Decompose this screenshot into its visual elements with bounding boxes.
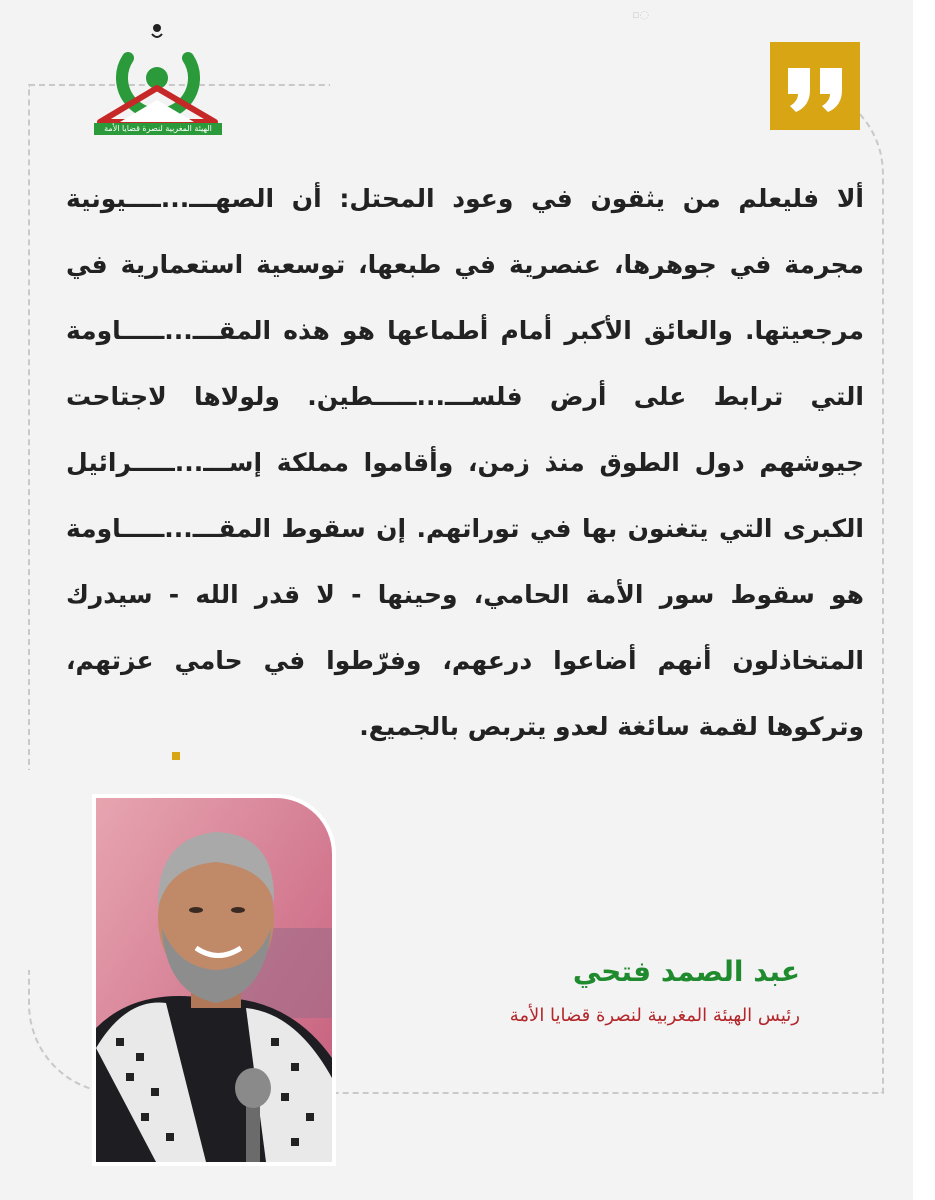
accent-bullet	[172, 752, 180, 760]
quotation-mark-icon	[770, 42, 860, 130]
corner-mark-icon: ▫◌	[632, 8, 650, 21]
speaker-title: رئيس الهيئة المغربية لنصرة قضايا الأمة	[509, 1005, 800, 1026]
speaker-portrait	[92, 794, 336, 1166]
speaker-name: عبد الصمد فتحي	[572, 955, 800, 988]
organization-logo	[90, 18, 225, 138]
quote-paragraph: ألا فليعلم من يثقون في وعود المحتل: أن الصهـــ...ــــيونية مجرمة في جوهرها، عنصرية في طبعها، توسعية استعمارية في مرجعيتها. والعائق الأكبر أمام أطماعها هو هذه المقـــ...ـــــاومة التي ترابط على أرض فلســـ...ـــــطين. ولولاها لاجتاحت جيوشهم دول الطوق منذ زمن، وأقاموا مملكة إســـ...ـــــرائيل الكبرى التي يتغنون بها في توراتهم. إن سقوط المقـــ...ـــــاومة هو سقوط سور الأمة الحامي، وحينها - لا قدر الله - سيدرك المتخاذلون أنهم أضاعوا درعهم، وفرّطوا في حامي عزتهم، وتركوها لقمة سائغة لعدو يتربص بالجميع.	[66, 184, 864, 741]
logo-caption: الهيئة المغربية لنصرة قضايا الأمة	[94, 123, 222, 135]
right-edge-strip	[913, 0, 935, 1200]
